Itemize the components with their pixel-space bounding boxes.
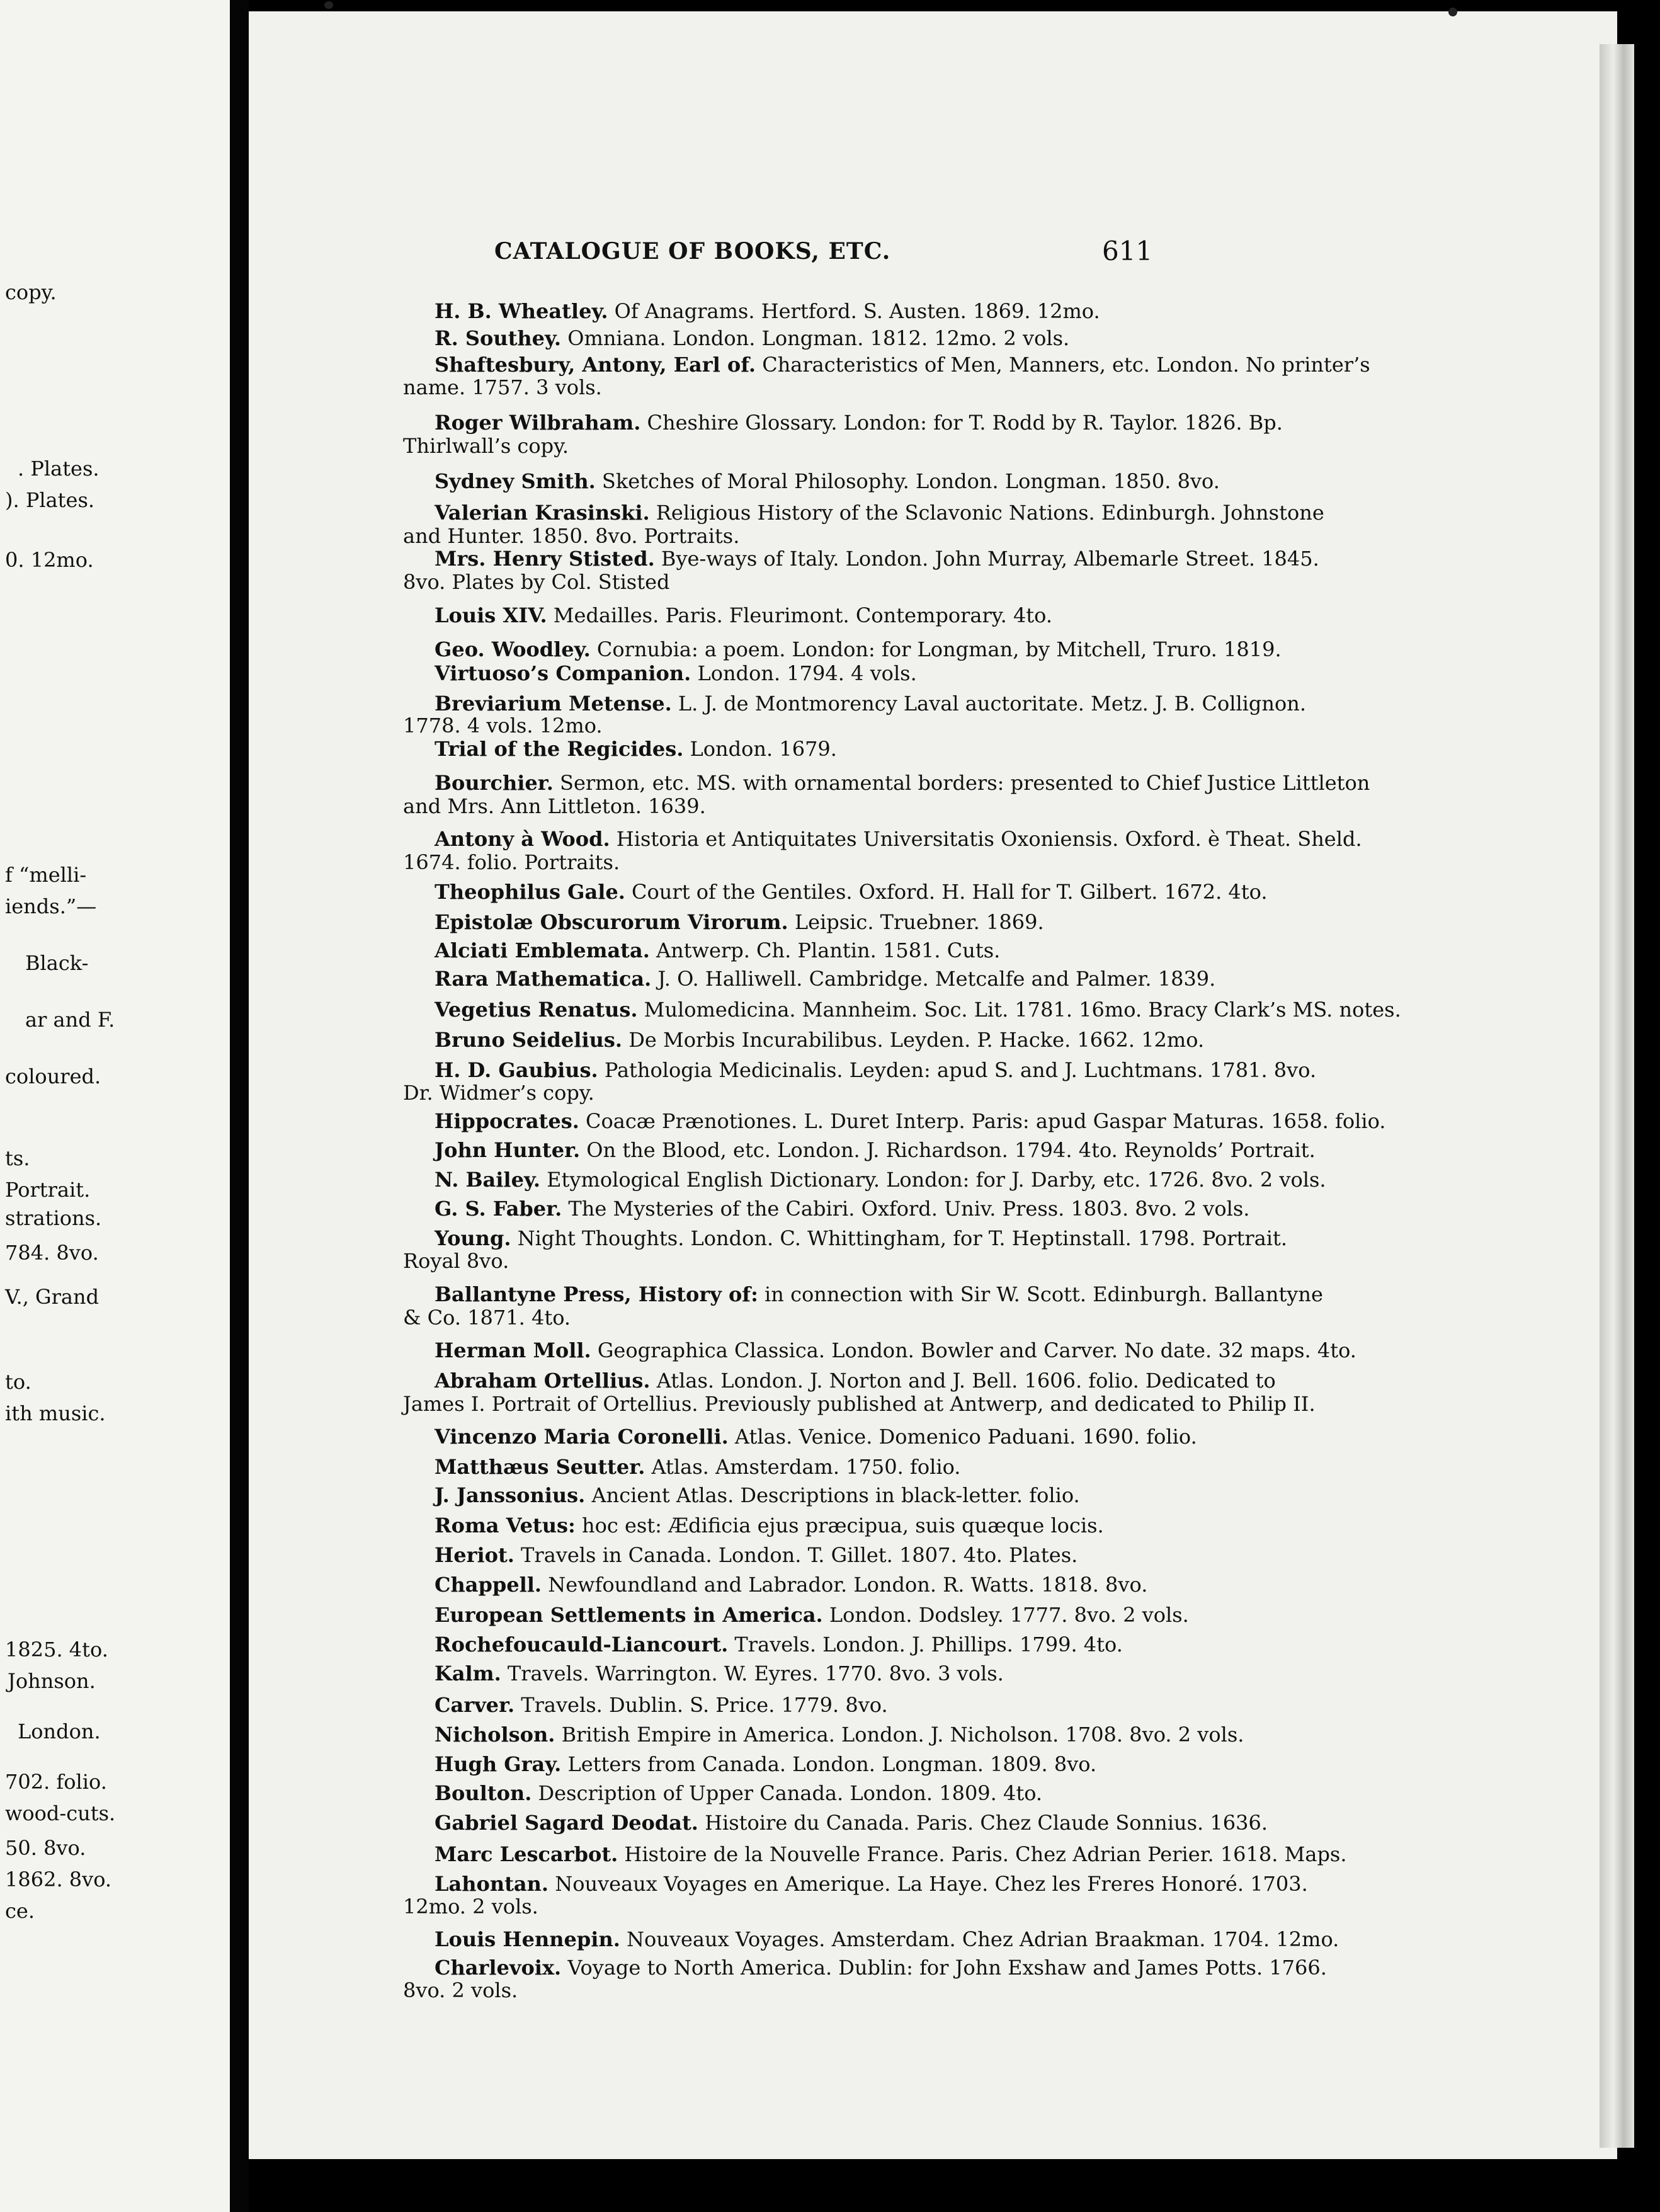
entry-author: R. Southey. — [435, 326, 562, 350]
entry-author: Young. — [435, 1226, 511, 1250]
entry-author: Alciati Emblemata. — [435, 938, 650, 962]
catalogue-line — [403, 850, 620, 874]
entry-author: Ballantyne Press, History of: — [435, 1282, 758, 1306]
entry-text: Pathologia Medicinalis. Leyden: apud S. and J. Luchtmans. 1781. 8vo. — [598, 1058, 1317, 1082]
catalogue-line — [403, 714, 603, 738]
entry-text: Letters from Canada. London. Longman. 1809. 8vo. — [561, 1752, 1097, 1776]
page-edge — [1600, 44, 1634, 2148]
catalogue-line — [403, 1306, 571, 1330]
catalogue-line — [435, 1514, 1104, 1537]
left-page-fragment: Black- — [25, 951, 89, 975]
left-page-fragment: ith music. — [5, 1401, 106, 1425]
entry-author: J. Janssonius. — [435, 1483, 586, 1507]
catalogue-line — [435, 692, 1306, 715]
entry-author: N. Bailey. — [435, 1168, 540, 1192]
entry-author: Marc Lescarbot. — [435, 1842, 618, 1866]
catalogue-line — [435, 547, 1319, 571]
entry-text: The Mysteries of the Cabiri. Oxford. Univ. Press. 1803. 8vo. 2 vols. — [562, 1197, 1250, 1221]
entry-text: in connection with Sir W. Scott. Edinburgh. Ballantyne — [758, 1282, 1323, 1306]
left-page-fragment: 702. folio. — [5, 1770, 107, 1794]
entry-text: Bye-ways of Italy. London. John Murray, Albemarle Street. 1845. — [654, 547, 1319, 571]
entry-text: London. 1679. — [683, 737, 837, 761]
catalogue-line — [435, 1662, 1004, 1685]
entry-text: Antwerp. Ch. Plantin. 1581. Cuts. — [649, 938, 1001, 962]
catalogue-line — [435, 1927, 1339, 1951]
entry-author: Antony à Wood. — [435, 827, 610, 851]
catalogue-line — [435, 1197, 1249, 1221]
entry-text: Cheshire Glossary. London: for T. Rodd by R. Taylor. 1826. Bp. — [640, 411, 1283, 435]
entry-author: Vegetius Renatus. — [435, 998, 638, 1022]
entry-author: Sydney Smith. — [435, 469, 596, 493]
left-page-fragment: 784. 8vo. — [5, 1241, 99, 1265]
entry-text: and Hunter. 1850. 8vo. Portraits. — [403, 524, 740, 548]
entry-text: Atlas. Venice. Domenico Paduani. 1690. folio. — [728, 1425, 1197, 1449]
catalogue-line — [435, 1723, 1244, 1747]
catalogue-line — [435, 910, 1044, 934]
catalogue-line — [435, 353, 1370, 377]
entry-text: Royal 8vo. — [403, 1249, 509, 1273]
entry-text: Nouveaux Voyages en Amerique. La Haye. Chez les Freres Honoré. 1703. — [549, 1872, 1308, 1896]
left-page-fragment: 1825. 4to. — [5, 1638, 108, 1662]
entry-author: Hippocrates. — [435, 1109, 579, 1133]
catalogue-line — [435, 1752, 1096, 1776]
catalogue-line — [435, 1543, 1077, 1567]
left-page-fragment: 1862. 8vo. — [5, 1867, 112, 1891]
catalogue-line — [403, 570, 670, 594]
catalogue-line — [435, 1138, 1316, 1162]
entry-author: Valerian Krasinski. — [435, 501, 650, 525]
catalogue-line — [403, 375, 602, 399]
entry-author: Heriot. — [435, 1543, 514, 1567]
entry-text: name. 1757. 3 vols. — [403, 375, 602, 399]
catalogue-line — [403, 1978, 518, 2002]
catalogue-line — [435, 1455, 960, 1479]
entry-text: Mulomedicina. Mannheim. Soc. Lit. 1781. 16mo. Bracy Clark’s MS. notes. — [637, 998, 1401, 1022]
left-page-fragment: coloured. — [5, 1064, 101, 1088]
entry-author: Mrs. Henry Stisted. — [435, 547, 655, 571]
entry-text: Travels. Warrington. W. Eyres. 1770. 8vo. 3 vols. — [501, 1662, 1004, 1685]
entry-author: Rochefoucauld-Liancourt. — [435, 1633, 729, 1656]
entry-text: Nouveaux Voyages. Amsterdam. Chez Adrian Braakman. 1704. 12mo. — [620, 1927, 1339, 1951]
entry-text: Coacæ Prænotiones. L. Duret Interp. Paris: apud Gaspar Maturas. 1658. folio. — [579, 1109, 1386, 1133]
entry-text: Travels in Canada. London. T. Gillet. 1807. 4to. Plates. — [514, 1543, 1078, 1567]
entry-author: Breviarium Metense. — [435, 692, 672, 715]
scan-speck — [324, 1, 333, 9]
entry-author: Trial of the Regicides. — [435, 737, 684, 761]
catalogue-line — [403, 434, 569, 458]
entry-text: Description of Upper Canada. London. 1809. 4to. — [532, 1781, 1043, 1805]
entry-text: Sketches of Moral Philosophy. London. Longman. 1850. 8vo. — [595, 469, 1220, 493]
catalogue-line — [435, 603, 1052, 627]
catalogue-line — [435, 1109, 1385, 1133]
catalogue-line — [435, 1369, 1276, 1393]
entry-author: Matthæus Seutter. — [435, 1455, 645, 1479]
catalogue-line — [435, 998, 1401, 1022]
catalogue-line — [435, 1226, 1287, 1250]
catalogue-line — [403, 1081, 594, 1105]
entry-author: Charlevoix. — [435, 1956, 562, 1980]
catalogue-line — [435, 1058, 1316, 1082]
entry-author: Carver. — [435, 1693, 515, 1717]
entry-text: and Mrs. Ann Littleton. 1639. — [403, 794, 706, 818]
left-page-fragment: V., Grand — [5, 1285, 99, 1309]
entry-text: Cornubia: a poem. London: for Longman, by Mitchell, Truro. 1819. — [590, 637, 1282, 661]
catalogue-line — [435, 637, 1282, 661]
entry-text: & Co. 1871. 4to. — [403, 1306, 571, 1330]
scan-speck — [1448, 8, 1457, 16]
entry-text: Atlas. London. J. Norton and J. Bell. 1606. folio. Dedicated to — [650, 1369, 1276, 1393]
entry-text: J. O. Halliwell. Cambridge. Metcalfe and Palmer. 1839. — [651, 967, 1216, 991]
entry-author: Lahontan. — [435, 1872, 549, 1896]
entry-text: James I. Portrait of Ortellius. Previously published at Antwerp, and dedicated to Philip II. — [403, 1392, 1316, 1416]
entry-author: Geo. Woodley. — [435, 637, 591, 661]
catalogue-line — [435, 1483, 1080, 1507]
entry-author: Epistolæ Obscurorum Virorum. — [435, 910, 788, 934]
running-header: CATALOGUE OF BOOKS, ETC. — [494, 238, 891, 265]
catalogue-line — [403, 1249, 509, 1273]
entry-author: Hugh Gray. — [435, 1752, 562, 1776]
entry-author: Herman Moll. — [435, 1338, 591, 1362]
left-page-fragment: ce. — [5, 1899, 35, 1923]
entry-text: 8vo. Plates by Col. Stisted — [403, 570, 670, 594]
catalogue-line — [435, 827, 1362, 851]
entry-text: Medailles. Paris. Fleurimont. Contemporary. 4to. — [547, 603, 1053, 627]
entry-text: London. Dodsley. 1777. 8vo. 2 vols. — [822, 1603, 1189, 1627]
entry-author: Bruno Seidelius. — [435, 1028, 623, 1052]
left-page-fragment: London. — [18, 1719, 101, 1743]
entry-text: 8vo. 2 vols. — [403, 1978, 518, 2002]
catalogue-line — [403, 1895, 538, 1918]
entry-text: hoc est: Ædificia ejus præcipua, suis quæque locis. — [575, 1514, 1104, 1537]
catalogue-line — [435, 1811, 1268, 1835]
entry-text: Etymological English Dictionary. London: for J. Darby, etc. 1726. 8vo. 2 vols. — [540, 1168, 1326, 1192]
catalogue-line — [435, 1603, 1189, 1627]
catalogue-line — [435, 1028, 1204, 1052]
left-page-fragment: 0. 12mo. — [5, 548, 94, 572]
entry-author: European Settlements in America. — [435, 1603, 823, 1627]
entry-text: 12mo. 2 vols. — [403, 1895, 538, 1918]
entry-author: Vincenzo Maria Coronelli. — [435, 1425, 729, 1449]
entry-author: John Hunter. — [435, 1138, 581, 1162]
page-number: 611 — [1102, 236, 1153, 266]
entry-author: Bourchier. — [435, 771, 554, 795]
catalogue-line — [435, 469, 1220, 493]
catalogue-line — [435, 1633, 1123, 1656]
catalogue-line — [435, 880, 1268, 904]
catalogue-line — [435, 737, 837, 761]
entry-text: Voyage to North America. Dublin: for John Exshaw and James Potts. 1766. — [561, 1956, 1327, 1980]
left-page-fragment: . Plates. — [18, 457, 99, 481]
catalogue-line — [435, 411, 1283, 435]
catalogue-line — [435, 1282, 1323, 1306]
entry-author: Chappell. — [435, 1573, 542, 1597]
left-page-fragment: to. — [5, 1370, 31, 1394]
catalogue-line — [435, 1425, 1197, 1449]
entry-text: Thirlwall’s copy. — [403, 434, 569, 458]
left-page-fragment: ar and F. — [25, 1008, 115, 1032]
catalogue-line — [435, 1956, 1327, 1980]
entry-text: British Empire in America. London. J. Nicholson. 1708. 8vo. 2 vols. — [555, 1723, 1244, 1747]
catalogue-line — [435, 1872, 1308, 1896]
entry-author: Roger Wilbraham. — [435, 411, 641, 435]
entry-text: Religious History of the Sclavonic Nations. Edinburgh. Johnstone — [649, 501, 1324, 525]
entry-text: Atlas. Amsterdam. 1750. folio. — [645, 1455, 961, 1479]
book-gutter — [230, 0, 249, 2212]
entry-text: 1778. 4 vols. 12mo. — [403, 714, 603, 738]
entry-text: Travels. London. J. Phillips. 1799. 4to. — [728, 1633, 1123, 1656]
catalogue-line — [403, 794, 706, 818]
catalogue-line — [403, 524, 739, 548]
catalogue-line — [435, 1338, 1356, 1362]
entry-text: Characteristics of Men, Manners, etc. London. No printer’s — [756, 353, 1370, 377]
left-page-fragment: Johnson. — [8, 1669, 96, 1693]
entry-author: Nicholson. — [435, 1723, 555, 1747]
entry-author: Theophilus Gale. — [435, 880, 625, 904]
catalogue-line — [435, 326, 1069, 350]
catalogue-line — [435, 299, 1100, 323]
entry-text: On the Blood, etc. London. J. Richardson. 1794. 4to. Reynolds’ Portrait. — [580, 1138, 1316, 1162]
entry-text: Histoire du Canada. Paris. Chez Claude Sonnius. 1636. — [698, 1811, 1268, 1835]
entry-author: Boulton. — [435, 1781, 532, 1805]
entry-text: Ancient Atlas. Descriptions in black-letter. folio. — [585, 1483, 1080, 1507]
entry-text: London. 1794. 4 vols. — [691, 661, 917, 685]
catalogue-line — [435, 938, 1000, 962]
entry-text: L. J. de Montmorency Laval auctoritate. Metz. J. B. Collignon. — [671, 692, 1307, 715]
catalogue-line — [435, 661, 917, 685]
entry-text: Of Anagrams. Hertford. S. Austen. 1869. 12mo. — [608, 299, 1100, 323]
entry-text: Sermon, etc. MS. with ornamental borders: presented to Chief Justice Littleton — [553, 771, 1370, 795]
entry-text: Newfoundland and Labrador. London. R. Watts. 1818. 8vo. — [542, 1573, 1148, 1597]
entry-text: Leipsic. Truebner. 1869. — [788, 910, 1044, 934]
entry-author: Shaftesbury, Antony, Earl of. — [435, 353, 756, 377]
entry-author: Roma Vetus: — [435, 1514, 576, 1537]
entry-text: Geographica Classica. London. Bowler and Carver. No date. 32 maps. 4to. — [591, 1338, 1356, 1362]
entry-author: Kalm. — [435, 1662, 501, 1685]
left-page-fragment: ). Plates. — [5, 488, 95, 512]
entry-author: Gabriel Sagard Deodat. — [435, 1811, 698, 1835]
entry-author: Virtuoso’s Companion. — [435, 661, 691, 685]
left-page-fragment: wood-cuts. — [5, 1801, 116, 1825]
catalogue-line — [435, 1781, 1042, 1805]
catalogue-line — [435, 1573, 1147, 1597]
entry-author: G. S. Faber. — [435, 1197, 562, 1221]
left-page-fragment: Portrait. — [5, 1178, 91, 1202]
entry-author: Louis Hennepin. — [435, 1927, 620, 1951]
left-page-fragment: iends.”— — [5, 894, 97, 918]
left-page-fragment: copy. — [5, 280, 57, 304]
catalogue-line — [435, 1168, 1326, 1192]
entry-text: 1674. folio. Portraits. — [403, 850, 620, 874]
entry-text: Omniana. London. Longman. 1812. 12mo. 2 vols. — [561, 326, 1070, 350]
catalogue-line — [435, 1842, 1347, 1866]
entry-author: H. B. Wheatley. — [435, 299, 608, 323]
left-page-fragment: strations. — [5, 1206, 102, 1230]
entry-author: Abraham Ortellius. — [435, 1369, 651, 1393]
left-page-fragment: f “melli- — [5, 863, 87, 887]
entry-text: Dr. Widmer’s copy. — [403, 1081, 594, 1105]
left-page-fragment: ts. — [5, 1146, 30, 1170]
entry-author: Rara Mathematica. — [435, 967, 652, 991]
entry-text: Court of the Gentiles. Oxford. H. Hall for T. Gilbert. 1672. 4to. — [625, 880, 1268, 904]
entry-text: Historia et Antiquitates Universitatis Oxoniensis. Oxford. è Theat. Sheld. — [610, 827, 1362, 851]
entry-text: De Morbis Incurabilibus. Leyden. P. Hacke. 1662. 12mo. — [622, 1028, 1205, 1052]
entry-text: Night Thoughts. London. C. Whittingham, for T. Heptinstall. 1798. Portrait. — [511, 1226, 1288, 1250]
left-page-fragment: 50. 8vo. — [5, 1836, 86, 1860]
entry-author: H. D. Gaubius. — [435, 1058, 598, 1082]
catalogue-line — [403, 1392, 1316, 1416]
catalogue-line — [435, 967, 1215, 991]
entry-text: Histoire de la Nouvelle France. Paris. Chez Adrian Perier. 1618. Maps. — [618, 1842, 1347, 1866]
catalogue-line — [435, 1693, 888, 1717]
entry-text: Travels. Dublin. S. Price. 1779. 8vo. — [514, 1693, 888, 1717]
catalogue-line — [435, 771, 1370, 795]
catalogue-line — [435, 501, 1324, 525]
entry-author: Louis XIV. — [435, 603, 547, 627]
